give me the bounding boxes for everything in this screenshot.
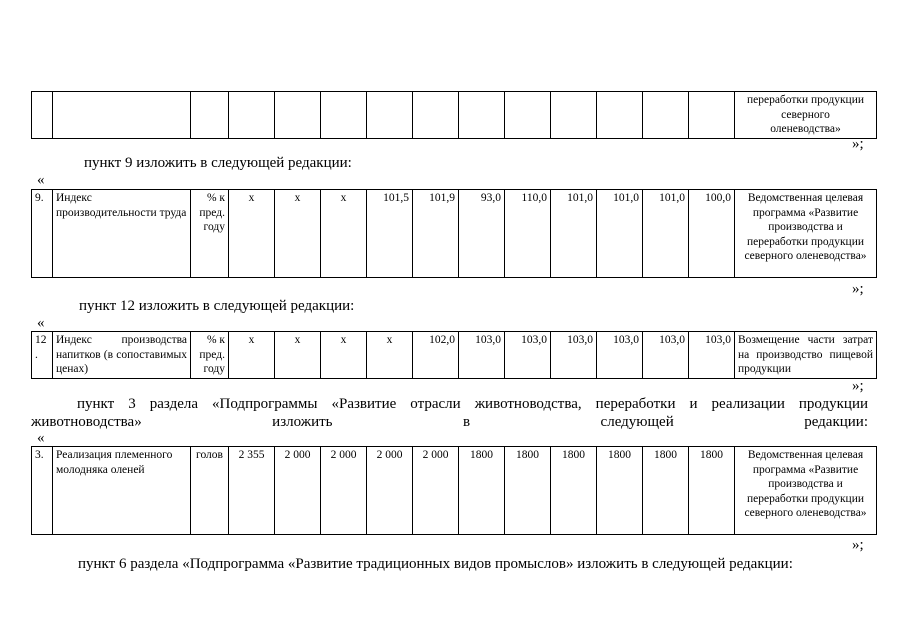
indicator-name: Индекс производства напитков (в сопоставимых ценах): [53, 332, 191, 379]
unit-cell: % к пред. году: [191, 332, 229, 379]
table-row: [32, 332, 877, 379]
value-cell: х: [321, 190, 367, 278]
closing-quote: »;: [852, 537, 864, 553]
indicator-name: Реализация племенного молодняка оленей: [53, 447, 191, 535]
table-top-fragment: [31, 91, 877, 139]
value-cell: 1800: [689, 447, 735, 535]
value-cell: 2 355: [229, 447, 275, 535]
opening-quote: «: [37, 315, 45, 331]
value-cell: х: [275, 332, 321, 379]
table-row: [32, 447, 877, 535]
table-item-12: [31, 331, 877, 379]
value-cell: х: [275, 190, 321, 278]
program-line: оленеводства»: [770, 123, 841, 135]
paragraph-item-9: пункт 9 изложить в следующей редакции:: [84, 155, 352, 171]
value-cell: 1800: [505, 447, 551, 535]
program-cell: Возмещение части затрат на производство пищевой продукции: [735, 332, 877, 379]
value-cell: х: [367, 332, 413, 379]
value-cell: 103,0: [643, 332, 689, 379]
table-item-9: [31, 189, 877, 278]
row-number: 3.: [32, 447, 53, 535]
value-cell: х: [229, 190, 275, 278]
value-cell: 103,0: [551, 332, 597, 379]
value-cell: 2 000: [275, 447, 321, 535]
value-cell: 101,5: [367, 190, 413, 278]
value-cell: 110,0: [505, 190, 551, 278]
value-cell: х: [321, 332, 367, 379]
value-cell: 103,0: [505, 332, 551, 379]
paragraph-item-3: пункт 3 раздела «Подпрограммы «Развитие отрасли животноводства, переработки и реализации продукции животноводства» изложить в следующей редакции:: [31, 396, 868, 430]
value-cell: х: [229, 332, 275, 379]
table-row: [32, 92, 877, 139]
value-cell: 101,0: [551, 190, 597, 278]
value-cell: 101,0: [597, 190, 643, 278]
paragraph-item-6: пункт 6 раздела «Подпрограмма «Развитие традиционных видов промыслов» изложить в следующей редакции:: [78, 556, 793, 572]
value-cell: 101,9: [413, 190, 459, 278]
program-cell: [735, 92, 877, 139]
row-number: 9.: [32, 190, 53, 278]
closing-quote: »;: [852, 281, 864, 297]
value-cell: 1800: [551, 447, 597, 535]
value-cell: 101,0: [643, 190, 689, 278]
program-line: северного: [781, 108, 830, 121]
value-cell: 103,0: [597, 332, 643, 379]
value-cell: 103,0: [689, 332, 735, 379]
unit-cell: голов: [191, 447, 229, 535]
row-number: 12.: [32, 332, 53, 379]
value-cell: 2 000: [413, 447, 459, 535]
opening-quote: «: [37, 172, 45, 188]
closing-quote: »;: [852, 378, 864, 394]
table-row: [32, 190, 877, 278]
closing-quote: »;: [852, 136, 864, 152]
unit-cell: % к пред. году: [191, 190, 229, 278]
program-cell: Ведомственная целевая программа «Развитие производства и переработки продукции северного оленеводства»: [735, 447, 877, 535]
value-cell: 2 000: [321, 447, 367, 535]
value-cell: 93,0: [459, 190, 505, 278]
paragraph-item-12: пункт 12 изложить в следующей редакции:: [79, 298, 355, 314]
value-cell: 100,0: [689, 190, 735, 278]
value-cell: 102,0: [413, 332, 459, 379]
opening-quote: «: [37, 430, 45, 446]
indicator-name: Индекс производительности труда: [53, 190, 191, 278]
value-cell: 1800: [643, 447, 689, 535]
value-cell: 1800: [597, 447, 643, 535]
program-line: переработки продукции: [746, 94, 865, 106]
table-item-3: [31, 446, 877, 535]
program-cell: Ведомственная целевая программа «Развитие производства и переработки продукции северного оленеводства»: [735, 190, 877, 278]
value-cell: 103,0: [459, 332, 505, 379]
value-cell: 2 000: [367, 447, 413, 535]
value-cell: 1800: [459, 447, 505, 535]
